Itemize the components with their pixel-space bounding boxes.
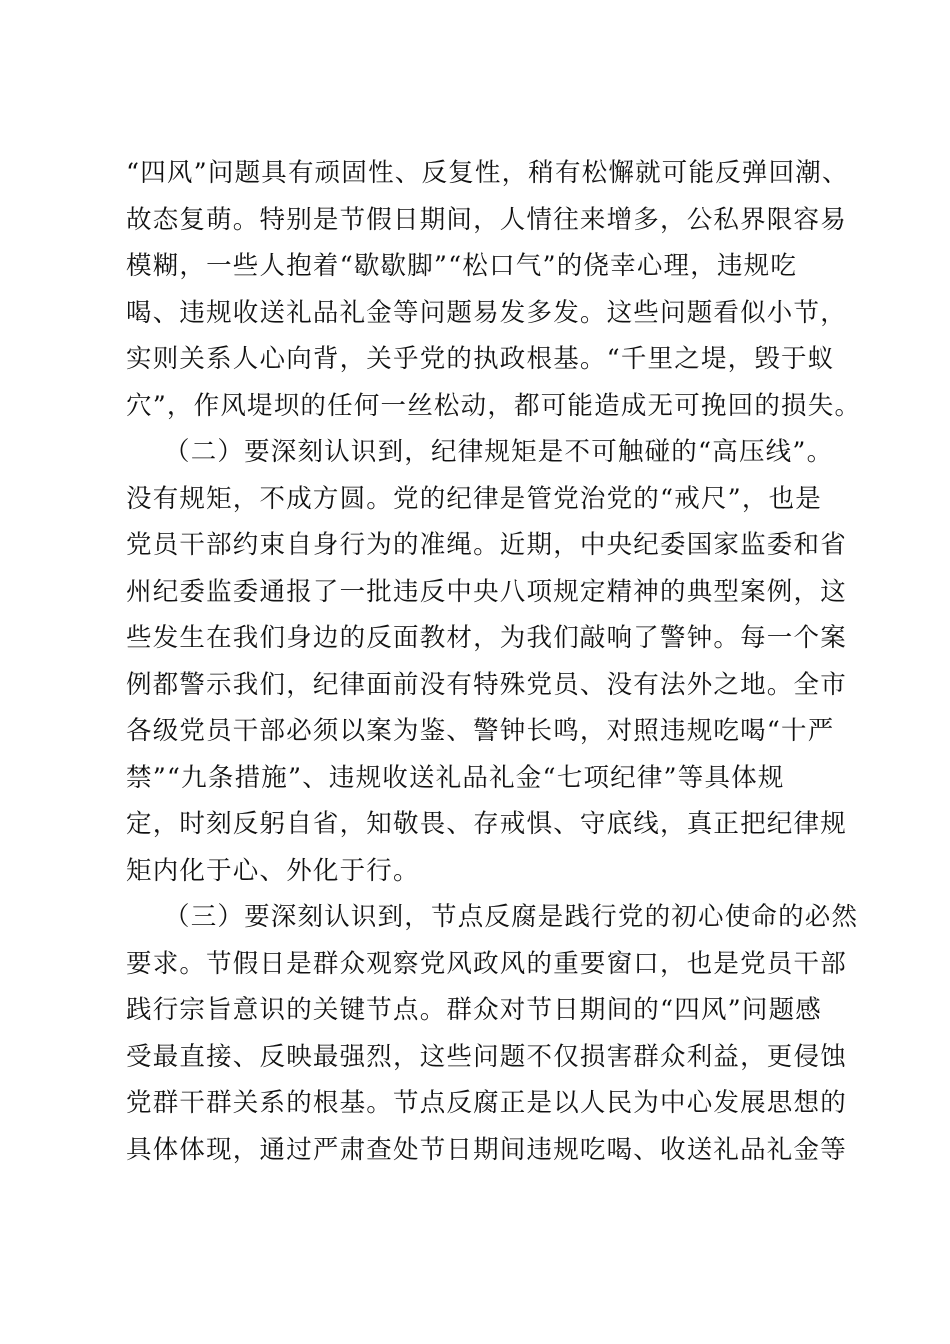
text-line: 禁”“九条措施”、违规收送礼品礼金“七项纪律”等具体规 xyxy=(126,762,785,793)
text-line: 受最直接、反映最强烈，这些问题不仅损害群众利益，更侵蚀 xyxy=(126,1041,847,1072)
text-line: 党群干群关系的根基。节点反腐正是以人民为中心发展思想的 xyxy=(126,1088,847,1118)
text-line: 各级党员干部必须以案为鉴、警钟长鸣，对照违规吃喝“十严 xyxy=(126,716,835,746)
text-line: 喝、违规收送礼品礼金等问题易发多发。这些问题看似小节， xyxy=(126,297,847,328)
text-line: 模糊，一些人抱着“歇歇脚”“松口气”的侥幸心理，违规吃 xyxy=(126,251,798,281)
text-line: 党员干部约束自身行为的准绳。近期，中央纪委国家监委和省 xyxy=(126,530,847,560)
text-line: 穴”，作风堤坝的任何一丝松动，都可能造成无可挽回的损失。 xyxy=(126,390,862,421)
text-line: 实则关系人心向背，关乎党的执政根基。“千里之堤，毁于蚁 xyxy=(126,344,835,374)
section-heading-two: （二）要深刻认识到，纪律规矩是不可触碰的“高压线”。 xyxy=(164,437,834,467)
text-line: 例都警示我们，纪律面前没有特殊党员、没有法外之地。全市 xyxy=(126,669,847,700)
section-heading-three: （三）要深刻认识到，节点反腐是践行党的初心使命的必然 xyxy=(164,902,859,932)
text-line: 要求。节假日是群众观察党风政风的重要窗口，也是党员干部 xyxy=(126,948,847,979)
text-line: 些发生在我们身边的反面教材，为我们敲响了警钟。每一个案 xyxy=(126,623,847,653)
text-line: “四风”问题具有顽固性、反复性，稍有松懈就可能反弹回潮、 xyxy=(126,158,849,188)
text-line: 践行宗旨意识的关键节点。群众对节日期间的“四风”问题感 xyxy=(126,995,822,1025)
text-line: 故态复萌。特别是节假日期间，人情往来增多，公私界限容易 xyxy=(126,204,847,235)
text-line: 矩内化于心、外化于行。 xyxy=(126,855,420,886)
text-line: 没有规矩，不成方圆。党的纪律是管党治党的“戒尺”，也是 xyxy=(126,483,822,514)
text-line: 州纪委监委通报了一批违反中央八项规定精神的典型案例，这 xyxy=(126,576,847,607)
text-line: 定，时刻反躬自省，知敬畏、存戒惧、守底线，真正把纪律规 xyxy=(126,809,847,839)
body-text xyxy=(126,150,862,1173)
text-line: 具体体现，通过严肃查处节日期间违规吃喝、收送礼品礼金等 xyxy=(126,1134,847,1165)
